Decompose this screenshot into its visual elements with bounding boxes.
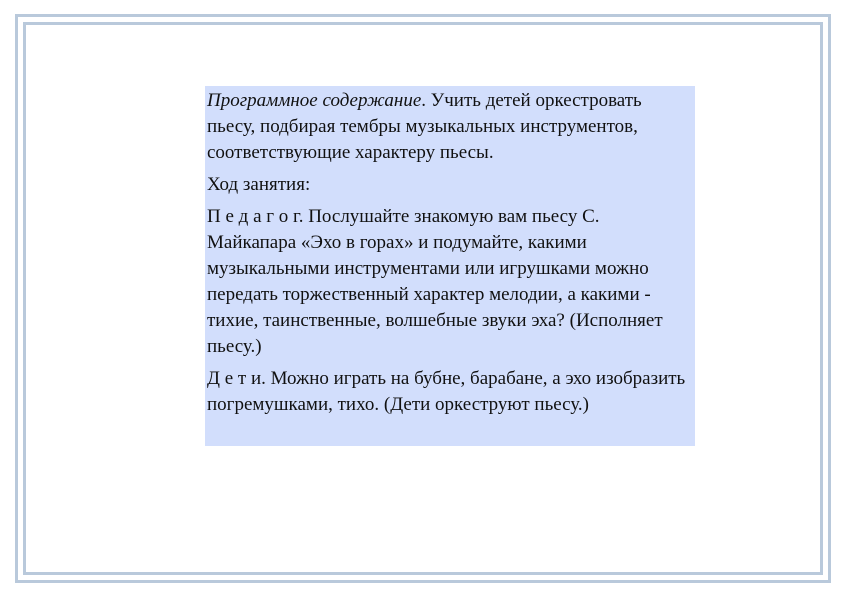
program-content-text: . Учить детей оркестровать пьесу, подбирая тембры музыкальных инструментов, соответствующие характеру пьесы. [207, 90, 642, 163]
lesson-progress-heading: Ход занятия: [207, 174, 311, 195]
teacher-paragraph [207, 204, 693, 360]
program-content-label: Программное содержание [207, 90, 422, 111]
children-text: Можно играть на бубне, барабане, а эхо изобразить погремушками, тихо. (Дети оркеструют пьесу.) [207, 368, 686, 415]
teacher-speaker-label: П е д а г о г. [207, 206, 304, 227]
program-content-paragraph [207, 88, 693, 166]
children-speaker-label: Д е т и. [207, 368, 266, 389]
lesson-text-box [205, 86, 695, 446]
children-paragraph [207, 366, 693, 418]
teacher-text: Послушайте знакомую вам пьесу С. Майкапара «Эхо в горах» и подумайте, какими музыкальными инструментами или игрушками можно передать торжественный характер мелодии, а какими - тихие, таинственные, волшебные звуки эха? (Исполняет пьесу.) [207, 206, 663, 357]
